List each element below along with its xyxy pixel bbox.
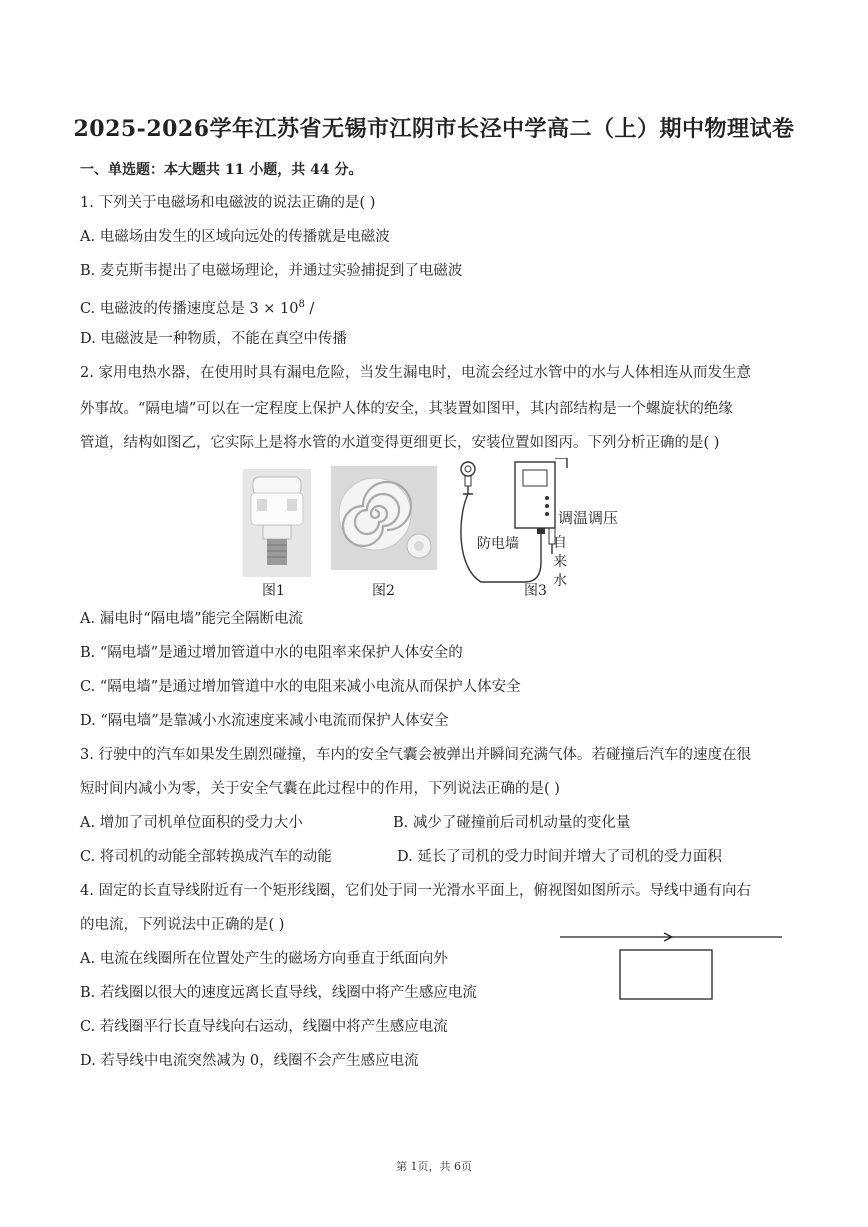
q1-option-c bbox=[80, 295, 314, 319]
figure2-caption: 图2 bbox=[372, 583, 395, 599]
q4-option-a: A. 电流在线圈所在位置处产生的磁场方向垂直于纸面向外 bbox=[80, 951, 448, 967]
q3-option-a: A. 增加了司机单位面积的受力大小 bbox=[80, 815, 303, 831]
q2-option-b: B. “隔电墙”是通过增加管道中水的电阻率来保护人体安全的 bbox=[80, 645, 463, 661]
q4-stem-line1: 4. 固定的长直导线附近有一个矩形线圈，它们处于同一光滑水平面上，俯视图如图所示。导线中通有向右 bbox=[80, 883, 751, 899]
q3-option-d: D. 延长了司机的受力时间并增大了司机的受力面积 bbox=[397, 849, 722, 865]
figure3-label-temp: 调温调压 bbox=[558, 509, 619, 527]
q4-option-c: C. 若线圈平行长直导线向右运动，线圈中将产生感应电流 bbox=[80, 1019, 448, 1035]
q4-stem-line2: 的电流，下列说法中正确的是( ) bbox=[80, 917, 285, 933]
q2-option-a: A. 漏电时“隔电墙”能完全隔断电流 bbox=[80, 611, 304, 627]
q2-option-d: D. “隔电墙”是靠减小水流速度来减小电流而保护人体安全 bbox=[80, 713, 449, 729]
q3-option-b: B. 减少了碰撞前后司机动量的变化量 bbox=[393, 815, 631, 831]
q1-option-b: B. 麦克斯韦提出了电磁场理论，并通过实验捕捉到了电磁波 bbox=[80, 263, 463, 279]
figure3-label-wall: 防电墙 bbox=[477, 536, 519, 552]
q3-option-c: C. 将司机的动能全部转换成汽车的动能 bbox=[80, 849, 332, 865]
figure1-device-photo bbox=[243, 469, 311, 577]
q1-stem: 1. 下列关于电磁场和电磁波的说法正确的是( ) bbox=[80, 195, 376, 211]
rectangular-coil bbox=[620, 950, 712, 999]
q2-stem-line2: 外事故。“隔电墙”可以在一定程度上保护人体的安全，其装置如图甲，其内部结构是一个螺旋状的绝缘 bbox=[80, 401, 733, 417]
figure-q4-wire-and-coil bbox=[558, 928, 784, 1004]
page-footer: 第 1页，共 6页 bbox=[396, 1160, 472, 1173]
q1-option-c-suffix: / bbox=[304, 301, 315, 317]
q1-option-c-exponent: 8 bbox=[298, 299, 305, 310]
q3-stem-line1: 3. 行驶中的汽车如果发生剧烈碰撞，车内的安全气囊会被弹出并瞬间充满气体。若碰撞后汽车的速度在很 bbox=[80, 747, 751, 763]
q1-option-a: A. 电磁场由发生的区域向远处的传播就是电磁波 bbox=[80, 229, 390, 245]
figure1-caption: 图1 bbox=[262, 583, 285, 599]
figure3-label-water: 自来水 bbox=[553, 535, 567, 589]
q2-stem-line1: 2. 家用电热水器，在使用时具有漏电危险，当发生漏电时，电流会经过水管中的水与人体相连从而发生意 bbox=[80, 365, 751, 381]
figure2-spiral-photo bbox=[331, 466, 437, 570]
section-heading: 一、单选题：本大题共 11 小题，共 44 分。 bbox=[80, 162, 363, 178]
q3-stem-line2: 短时间内减小为零，关于安全气囊在此过程中的作用，下列说法正确的是( ) bbox=[80, 781, 560, 797]
q4-option-b: B. 若线圈以很大的速度远离长直导线，线圈中将产生感应电流 bbox=[80, 985, 477, 1001]
q1-option-d: D. 电磁波是一种物质，不能在真空中传播 bbox=[80, 331, 347, 347]
q4-option-d: D. 若导线中电流突然减为 0，线圈不会产生感应电流 bbox=[80, 1053, 419, 1069]
q1-option-c-prefix: C. 电磁波的传播速度总是 3 × 10 bbox=[80, 301, 299, 317]
figure3-caption: 图3 bbox=[524, 583, 547, 599]
q2-stem-line3: 管道，结构如图乙，它实际上是将水管的水道变得更细更长，安装位置如图丙。下列分析正确的是( ) bbox=[80, 435, 720, 451]
q2-option-c: C. “隔电墙”是通过增加管道中水的电阻来减小电流从而保护人体安全 bbox=[80, 679, 521, 695]
page-title: 2025-2026学年江苏省无锡市江阴市长泾中学高二（上）期中物理试卷 bbox=[73, 116, 795, 142]
